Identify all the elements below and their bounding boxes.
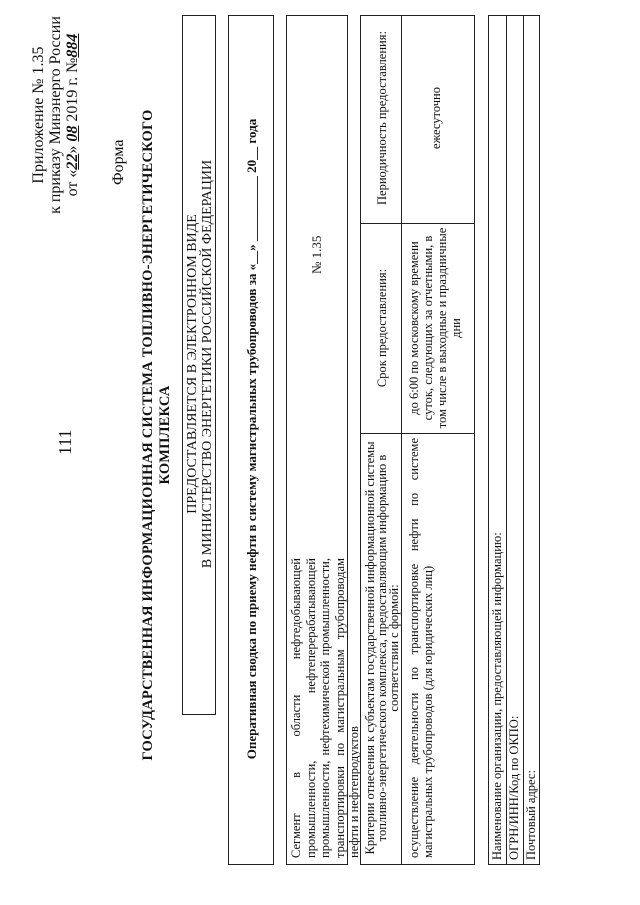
table-col-divider-2 xyxy=(361,223,474,224)
criteria-header: Критерии отнесения к субъектам государственной информационной системы топливно-энергетического комплекса, предоставляющим информацию в соответствии с формой: xyxy=(363,441,401,855)
page-number: 111 xyxy=(55,429,75,455)
period-value: ежесуточно xyxy=(429,87,443,149)
ogrn-label: ОГРН/ИНН/Код по ОКПО: xyxy=(507,715,521,860)
table-col-divider-1 xyxy=(361,433,474,434)
org-name-label: Наименование организации, предоставляющей информацию: xyxy=(490,532,504,860)
deadline-header: Срок предоставления: xyxy=(375,268,389,388)
date-month: 08 xyxy=(64,125,81,142)
appendix-line2: к приказу Минэнерго России xyxy=(47,16,64,214)
submission-line2: В МИНИСТЕРСТВО ЭНЕРГЕТИКИ РОССИЙСКОЙ ФЕДЕРАЦИИ xyxy=(200,159,215,569)
submission-line1: ПРЕДОСТАВЛЯЕТСЯ В ЭЛЕКТРОННОМ ВИДЕ xyxy=(185,214,200,514)
appendix-line1: Приложение № 1.35 xyxy=(30,46,47,184)
form-label: Форма xyxy=(110,139,127,185)
date-year: 2019 г. № xyxy=(64,57,81,126)
date-day: 22 xyxy=(64,153,81,170)
segment-number: № 1.35 xyxy=(309,235,324,274)
criteria-value: осуществление деятельности по транспортировке нефти по системе магистральных трубопроводов (для юридических лиц) xyxy=(407,438,435,858)
system-title: ГОСУДАРСТВЕННАЯ ИНФОРМАЦИОННАЯ СИСТЕМА ТОПЛИВНО-ЭНЕРГЕТИЧЕСКОГО КОМПЛЕКСА xyxy=(140,109,173,761)
period-header: Периодичность предоставления: xyxy=(375,31,389,205)
appendix-header xyxy=(30,15,81,215)
segment-text: Сегмент в области нефтедобывающей промышленности, нефтеперерабатывающей промышленности, нефтехимической промышленности, транспортировки по магистральным трубопроводам нефти и нефтепродуктов xyxy=(289,558,361,858)
date-prefix: от « xyxy=(64,169,81,197)
submission-box xyxy=(182,15,216,715)
criteria-table xyxy=(360,15,475,865)
footer-box xyxy=(488,15,540,865)
table-row-divider xyxy=(401,16,402,864)
segment-box xyxy=(286,15,361,865)
footer-divider-2 xyxy=(523,16,524,864)
order-number: 884 xyxy=(64,33,81,58)
report-title: Оперативная сводка по приему нефти в систему магистральных трубопроводов за «__» __________ 20__ года xyxy=(244,118,259,760)
appendix-date xyxy=(64,15,81,215)
report-title-box xyxy=(228,15,274,865)
address-label: Почтовый адрес: xyxy=(524,770,538,860)
date-sep: » xyxy=(64,141,81,154)
deadline-value: до 6:00 по московскому времени суток, следующих за отчетными, в том числе в выходные и праздничные дни xyxy=(407,227,463,429)
